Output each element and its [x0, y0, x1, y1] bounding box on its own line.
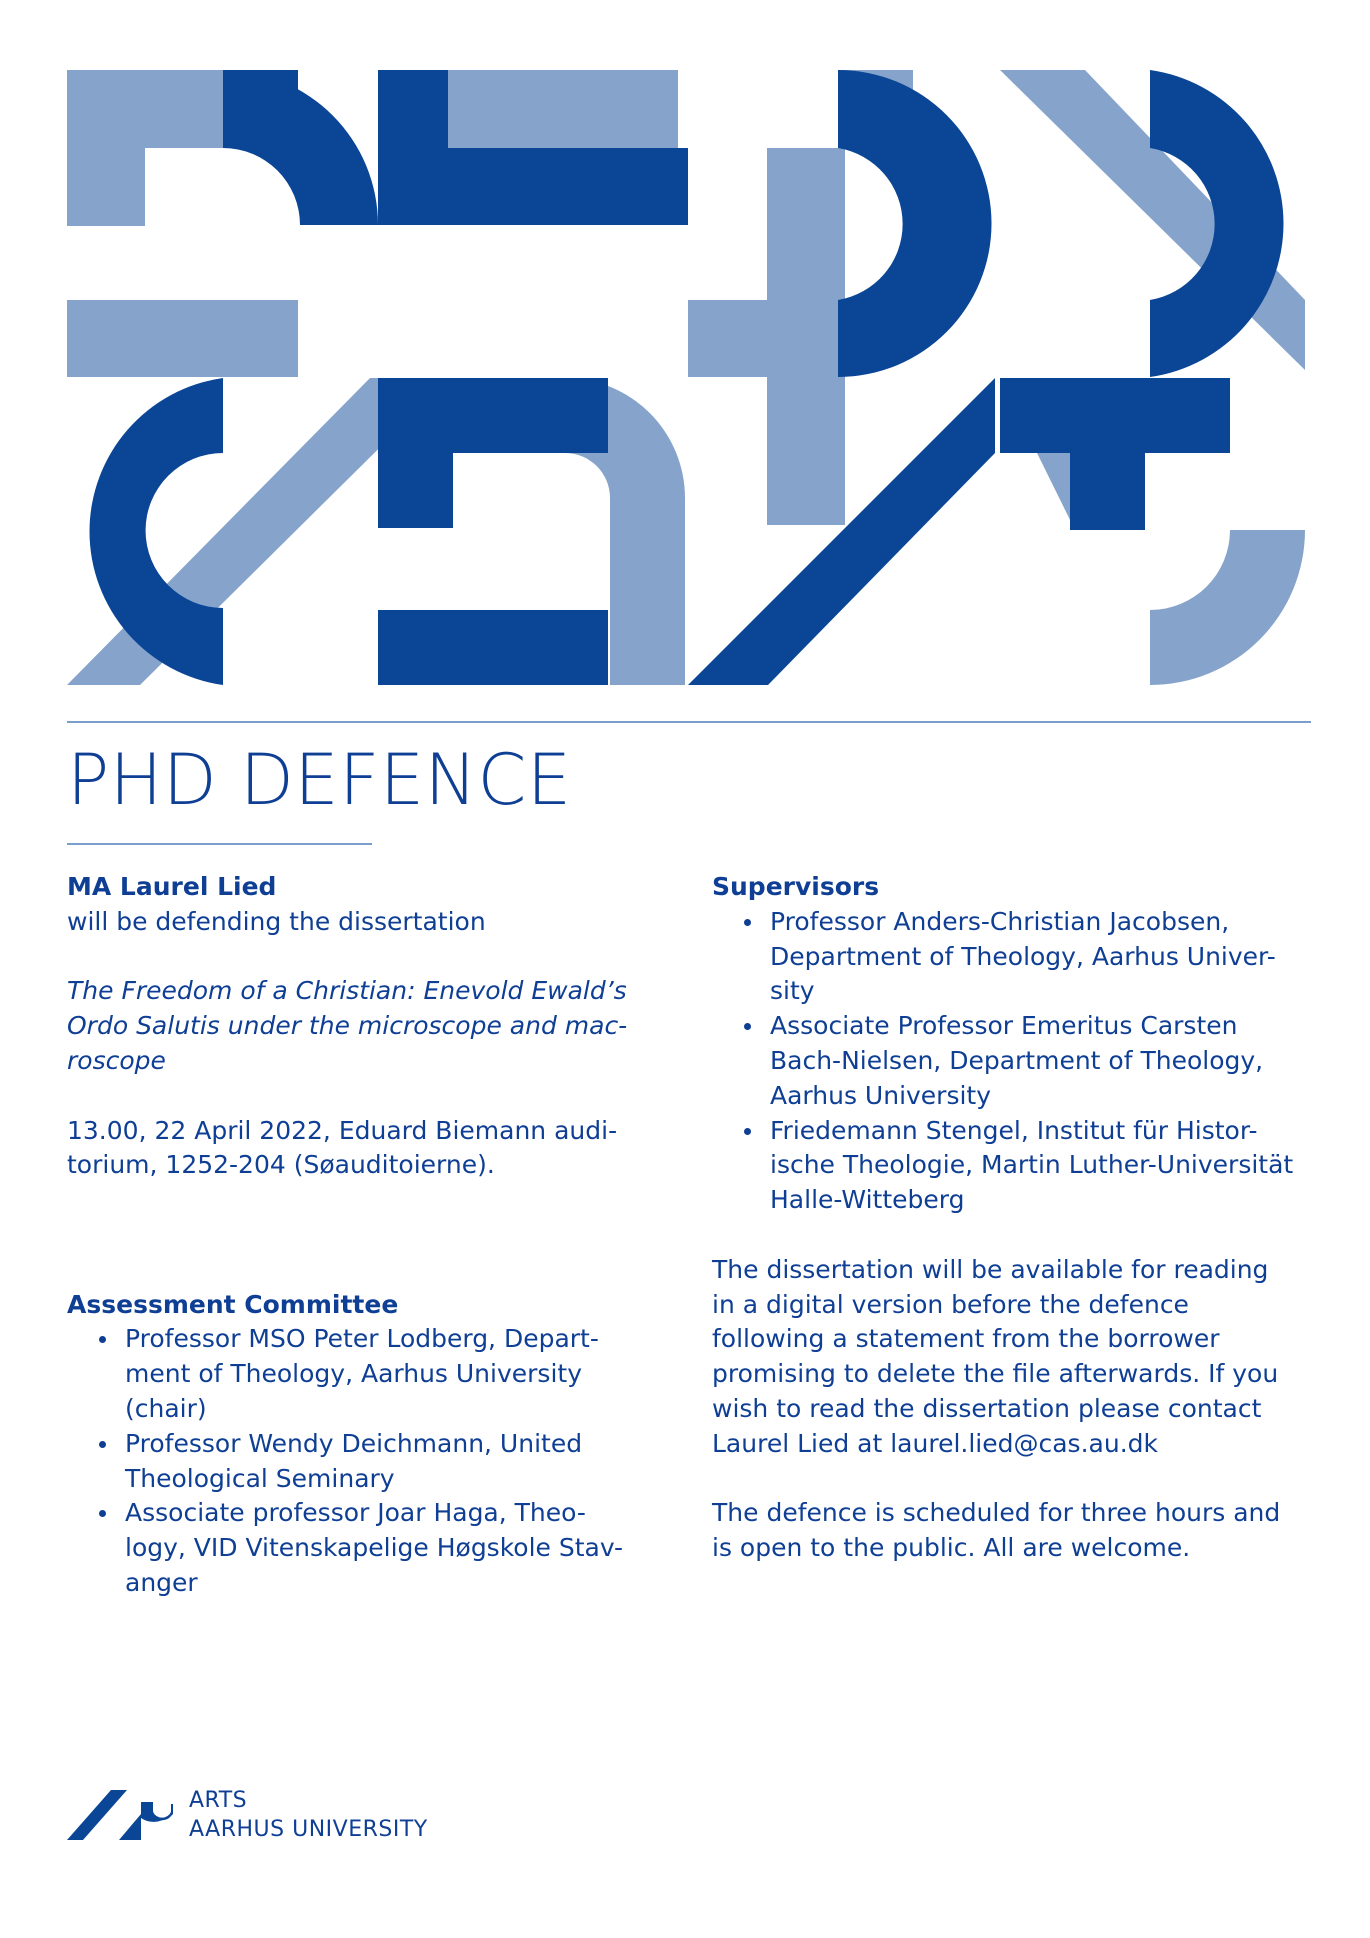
dissertation-title: The Freedom of a Christian: Enevold Ewald’s Ordo Salutis under the microscope and mac- roscope [67, 976, 628, 1075]
list-item: Professor Anders-Christian Jacobsen, Department of Theology, Aarhus Univer- sity [770, 905, 1352, 1009]
footer-text [189, 1786, 428, 1844]
candidate-name: MA Laurel Lied [67, 872, 277, 901]
list-item: Professor MSO Peter Lodberg, Depart- ment of Theology, Aarhus University (chair) [125, 1322, 667, 1426]
list-item: Professor Wendy Deichmann, United Theological Seminary [125, 1427, 667, 1497]
schedule-text: The defence is scheduled for three hours and is open to the public. All are welcome. [712, 1498, 1281, 1563]
page-title: PHD DEFENCE [67, 739, 572, 821]
supervisors-list [712, 905, 1352, 1218]
top-divider [67, 721, 1311, 723]
candidate-intro: will be defending the dissertation [67, 906, 486, 936]
university-label: AARHUS UNIVERSITY [189, 1817, 428, 1842]
footer [67, 1786, 487, 1842]
list-item: Associate professor Joar Haga, Theo- logy, VID Vitenskapelige Høgskole Stav- anger [125, 1496, 667, 1600]
availability-text: The dissertation will be available for reading in a digital version before the defence following a statement from the borrower promising to delete the file afterwards. If you wish to read the dissertation please contact Laurel Lied at laurel.lied@cas.au.dk [712, 1254, 1279, 1458]
au-logo-icon [67, 1788, 173, 1840]
time-and-place: 13.00, 22 April 2022, Eduard Biemann audi- torium, 1252-204 (Søauditoierne). [67, 1115, 618, 1180]
geometric-banner-graphic [0, 0, 1370, 700]
list-item: Friedemann Stengel, Institut für Histor- ische Theologie, Martin Luther-Universität Halle-Witteberg [770, 1114, 1352, 1218]
faculty-label: ARTS [189, 1788, 248, 1813]
assessment-committee-list [67, 1322, 667, 1600]
assessment-committee-heading: Assessment Committee [67, 1289, 399, 1319]
right-column [712, 870, 1352, 1566]
left-column [67, 870, 667, 1601]
list-item: Associate Professor Emeritus Carsten Bach-Nielsen, Department of Theology, Aarhus University [770, 1009, 1352, 1113]
title-underline [67, 843, 372, 845]
supervisors-heading: Supervisors [712, 872, 880, 901]
